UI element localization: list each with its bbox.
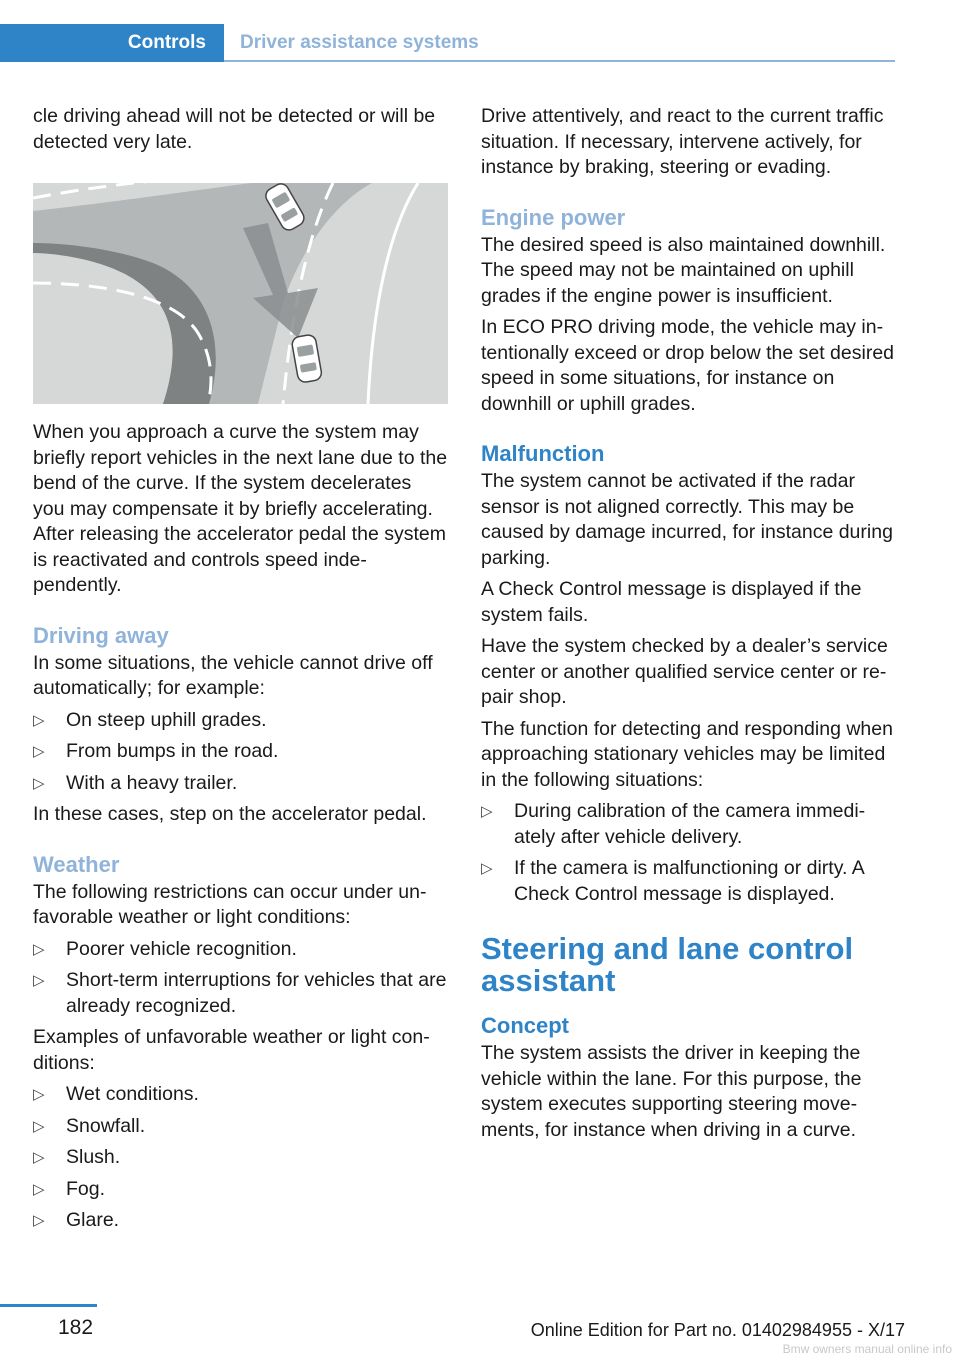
intro-text: cle driving ahead will not be detected or will be detected very late. (33, 105, 436, 153)
triangle-right-outline-icon: ▷ (33, 940, 45, 958)
engine-power-heading: Engine power (481, 204, 626, 230)
list-item: ▷ Glare. (33, 1208, 448, 1234)
weather-list (33, 937, 448, 1020)
chapter-tab[interactable] (0, 24, 224, 62)
list-item: ▷ Snowfall. (33, 1114, 448, 1140)
engine-power-p1: The desired speed is also maintained downhill. The speed may not be maintained on uphill grades if the engine power is insufficient. (481, 233, 886, 307)
triangle-right-outline-icon: ▷ (33, 1086, 45, 1103)
driving-away-text: In some situations, the vehicle cannot drive off automatically; for example: (33, 651, 433, 699)
steering-heading: Steering and lane control assistant (481, 931, 854, 998)
weather-examples: Examples of unfavorable weather or light conditions: (33, 1026, 430, 1074)
triangle-right-outline-icon: ▷ (33, 743, 45, 760)
header-divider (224, 60, 895, 62)
driving-away-after: In these cases, step on the accelerator pedal. (33, 803, 427, 825)
triangle-right-outline-icon: ▷ (33, 1212, 45, 1229)
concept-text: The system assists the driver in keeping the vehicle within the lane. For this purpose, the system executes supporting steering movements, for instance when driving in a curve. (481, 1042, 862, 1141)
malfunction-p3: Have the system checked by a dealer’s service center or another qualified service center or repair shop. (481, 635, 888, 708)
triangle-right-outline-icon: ▷ (33, 774, 45, 792)
list-item: ▷ Poorer vehicle recognition. (33, 937, 448, 963)
driving-away-heading: Driving away (33, 622, 169, 648)
footer-divider (0, 1304, 97, 1307)
right-intro-text: Drive attentively, and react to the current traffic situation. If necessary, intervene actively, for instance by braking, steering or evading. (481, 105, 884, 178)
left-column (33, 104, 448, 1240)
triangle-right-outline-icon: ▷ (33, 1117, 45, 1135)
triangle-right-outline-icon: ▷ (33, 711, 45, 729)
weather-text: The following restrictions can occur under unfavorable weather or light conditions: (33, 880, 427, 928)
triangle-right-outline-icon: ▷ (33, 1180, 45, 1198)
list-item: ▷ With a heavy trailer. (33, 771, 448, 797)
edition-note: Online Edition for Part no. 01402984955 - X/17 (530, 1320, 905, 1340)
triangle-right-outline-icon: ▷ (33, 972, 45, 989)
list-item: ▷ Slush. (33, 1145, 448, 1171)
watermark: Bmw owners manual online info (782, 1342, 952, 1356)
list-item: ▷ Fog. (33, 1177, 448, 1203)
list-item: ▷ From bumps in the road. (33, 739, 448, 765)
malfunction-heading: Malfunction (481, 441, 605, 466)
weather-examples-list (33, 1082, 448, 1234)
list-item: ▷ If the camera is malfunctioning or dirty. A Check Control message is displayed. (481, 857, 864, 905)
list-item: ▷ Short-term interruptions for vehicles that are already recognized. (33, 969, 447, 1017)
driving-away-list (33, 708, 448, 797)
curve-text: When you approach a curve the system may briefly report vehicles in the next lane due to the bend of the curve. If the system decelerates you may compensate it by briefly accelerating. After releasing the accelerator pedal the system is reactivated and controls speed independently. (33, 421, 448, 596)
malfunction-p1: The system cannot be activated if the radar sensor is not aligned correctly. This may be caused by damage incurred, for instance during parking. (481, 470, 893, 569)
triangle-right-outline-icon: ▷ (481, 860, 493, 877)
list-item: ▷ Wet conditions. (33, 1082, 448, 1108)
triangle-right-outline-icon: ▷ (33, 1149, 45, 1166)
chapter-tab-label: Controls (127, 32, 206, 53)
concept-heading: Concept (481, 1013, 569, 1038)
right-column (481, 104, 896, 1149)
curve-illustration (33, 183, 448, 404)
engine-power-p2: In ECO PRO driving mode, the vehicle may intentionally exceed or drop below the set desired speed in some situations, for instance on downhill or uphill grades. (481, 316, 895, 415)
list-item: ▷ During calibration of the camera immediately after vehicle delivery. (481, 800, 866, 848)
section-title: Driver assistance systems (240, 32, 479, 53)
malfunction-list (481, 799, 896, 907)
page-number: 182 (58, 1316, 94, 1339)
malfunction-p2: A Check Control message is displayed if the system fails. (481, 578, 862, 626)
weather-heading: Weather (33, 851, 120, 877)
list-item: ▷ On steep uphill grades. (33, 708, 448, 734)
triangle-right-outline-icon: ▷ (481, 803, 493, 820)
malfunction-p4: The function for detecting and responding when approaching stationary vehicles may be limited in the following situations: (481, 717, 893, 791)
